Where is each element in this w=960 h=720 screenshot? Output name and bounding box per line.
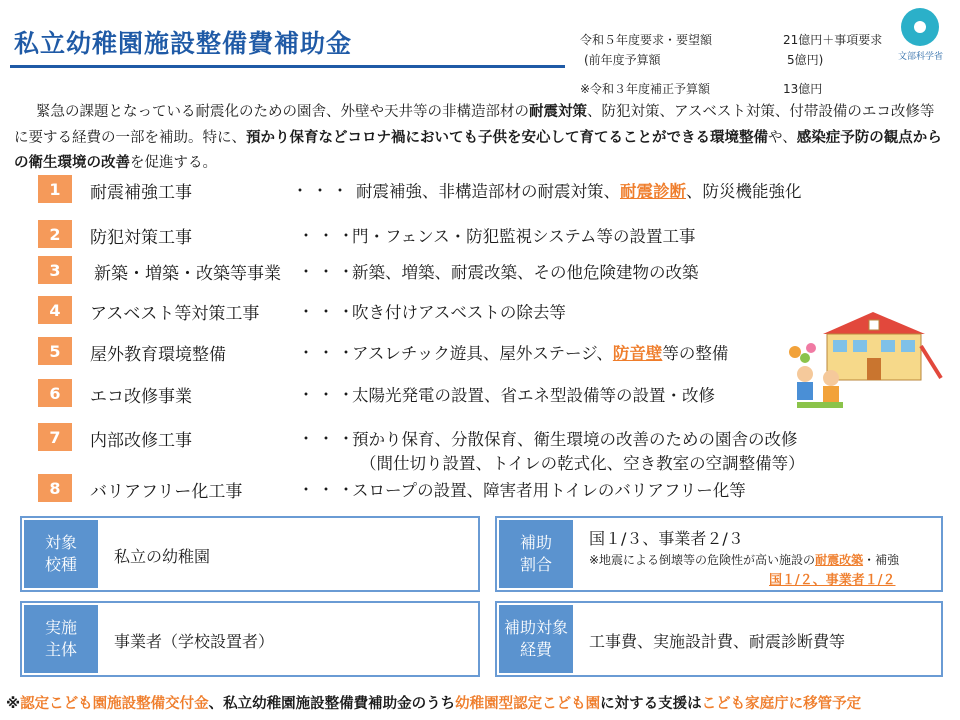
item-dots: ・・・: [292, 181, 353, 200]
eligible-cost-value: 工事費、実施設計費、耐震診断費等: [589, 632, 846, 651]
item-dots: ・・・: [298, 429, 359, 448]
item-dots: ・・・: [298, 262, 359, 281]
page-title: 私立幼稚園施設整備費補助金: [14, 29, 353, 58]
item-description: 太陽光発電の設置、省エネ型設備等の設置・改修: [352, 386, 715, 405]
intro-line-3: の衛生環境の改善を促進する。: [14, 155, 217, 171]
subsidy-rate-note: ※地震による倒壊等の危険性が高い施設の耐震改築・補強: [589, 553, 900, 567]
item-description-continued: （間仕切り設置、トイレの乾式化、空き教室の空調整備等）: [360, 454, 805, 473]
item-description: スロープの設置、障害者用トイレのバリアフリー化等: [352, 481, 746, 500]
implementing-entity-label: 実施 主体: [24, 605, 98, 673]
implementing-entity-box: [20, 601, 480, 677]
item-name: バリアフリー化工事: [90, 482, 243, 502]
item-number-badge: 5: [38, 337, 72, 365]
logo-text: 文部科学省: [898, 52, 944, 62]
item-number-badge: 4: [38, 296, 72, 324]
item-number-badge: 8: [38, 474, 72, 502]
item-number-badge: 1: [38, 175, 72, 203]
budget-supplementary-value: 13億円: [783, 82, 823, 96]
subsidy-rate-special: 国１/２、事業者１/２: [769, 573, 896, 588]
item-dots: ・・・: [298, 226, 359, 245]
implementing-entity-value: 事業者（学校設置者）: [114, 632, 275, 651]
item-dots: ・・・: [298, 385, 359, 404]
item-name: 屋外教育環境整備: [90, 345, 226, 365]
kindergarten-illustration-icon: [783, 306, 943, 414]
footer-note: ※認定こども園施設整備交付金、私立幼稚園施設整備費補助金のうち幼稚園型認定こども園に対する支援はこども家庭庁に移管予定: [6, 696, 862, 712]
item-name: エコ改修事業: [90, 387, 192, 407]
target-school-value: 私立の幼稚園: [114, 547, 211, 566]
item-number-badge: 6: [38, 379, 72, 407]
budget-request-value: 21億円＋事項要求: [783, 33, 883, 47]
item-description: 吹き付けアスベストの除去等: [352, 303, 566, 322]
intro-line-1: 緊急の課題となっている耐震化のための園舎、外壁や天井等の非構造部材の耐震対策、防犯対策、アスベスト対策、付帯設備のエコ改修等: [36, 104, 935, 120]
eligible-cost-box: [495, 601, 943, 677]
item-description: 門・フェンス・防犯監視システム等の設置工事: [352, 227, 696, 246]
item-description: 預かり保育、分散保育、衛生環境の改善のための園舎の改修: [352, 430, 798, 449]
subsidy-rate-box: [495, 516, 943, 592]
target-school-label: 対象 校種: [24, 520, 98, 588]
title-underline: [10, 65, 565, 68]
item-name: 防犯対策工事: [90, 228, 192, 248]
item-number-badge: 2: [38, 220, 72, 248]
item-number-badge: 7: [38, 423, 72, 451]
budget-request-label: 令和５年度要求・要望額: [580, 33, 713, 47]
subsidy-rate-label: 補助 割合: [499, 520, 573, 588]
item-name: 新築・増築・改築等事業: [94, 264, 281, 284]
target-school-box: [20, 516, 480, 592]
item-dots: ・・・: [298, 343, 359, 362]
eligible-cost-label: 補助対象 経費: [499, 605, 573, 673]
item-name: 内部改修工事: [90, 431, 192, 451]
item-dots: ・・・: [298, 480, 359, 499]
intro-line-2: に要する経費の一部を補助。特に、預かり保育などコロナ禍においても子供を安心して育てることができる環境整備や、感染症予防の観点から: [14, 130, 942, 146]
item-description: アスレチック遊具、屋外ステージ、防音壁等の整備: [352, 344, 729, 363]
item-dots: ・・・: [298, 302, 359, 321]
budget-previous-value: 5億円): [787, 53, 824, 67]
item-description: 新築、増築、耐震改築、その他危険建物の改築: [352, 263, 699, 282]
mext-logo: [898, 8, 942, 62]
mext-logo-icon: [901, 8, 939, 46]
item-name: 耐震補強工事: [90, 183, 192, 203]
subsidy-rate-value: 国１/３、事業者２/３: [589, 529, 744, 548]
item-description: 耐震補強、非構造部材の耐震対策、耐震診断、防災機能強化: [356, 182, 802, 201]
budget-supplementary-label: ※令和３年度補正予算額: [580, 82, 711, 96]
budget-previous-label: (前年度予算額: [584, 53, 661, 67]
item-name: アスベスト等対策工事: [90, 304, 260, 324]
item-number-badge: 3: [38, 256, 72, 284]
